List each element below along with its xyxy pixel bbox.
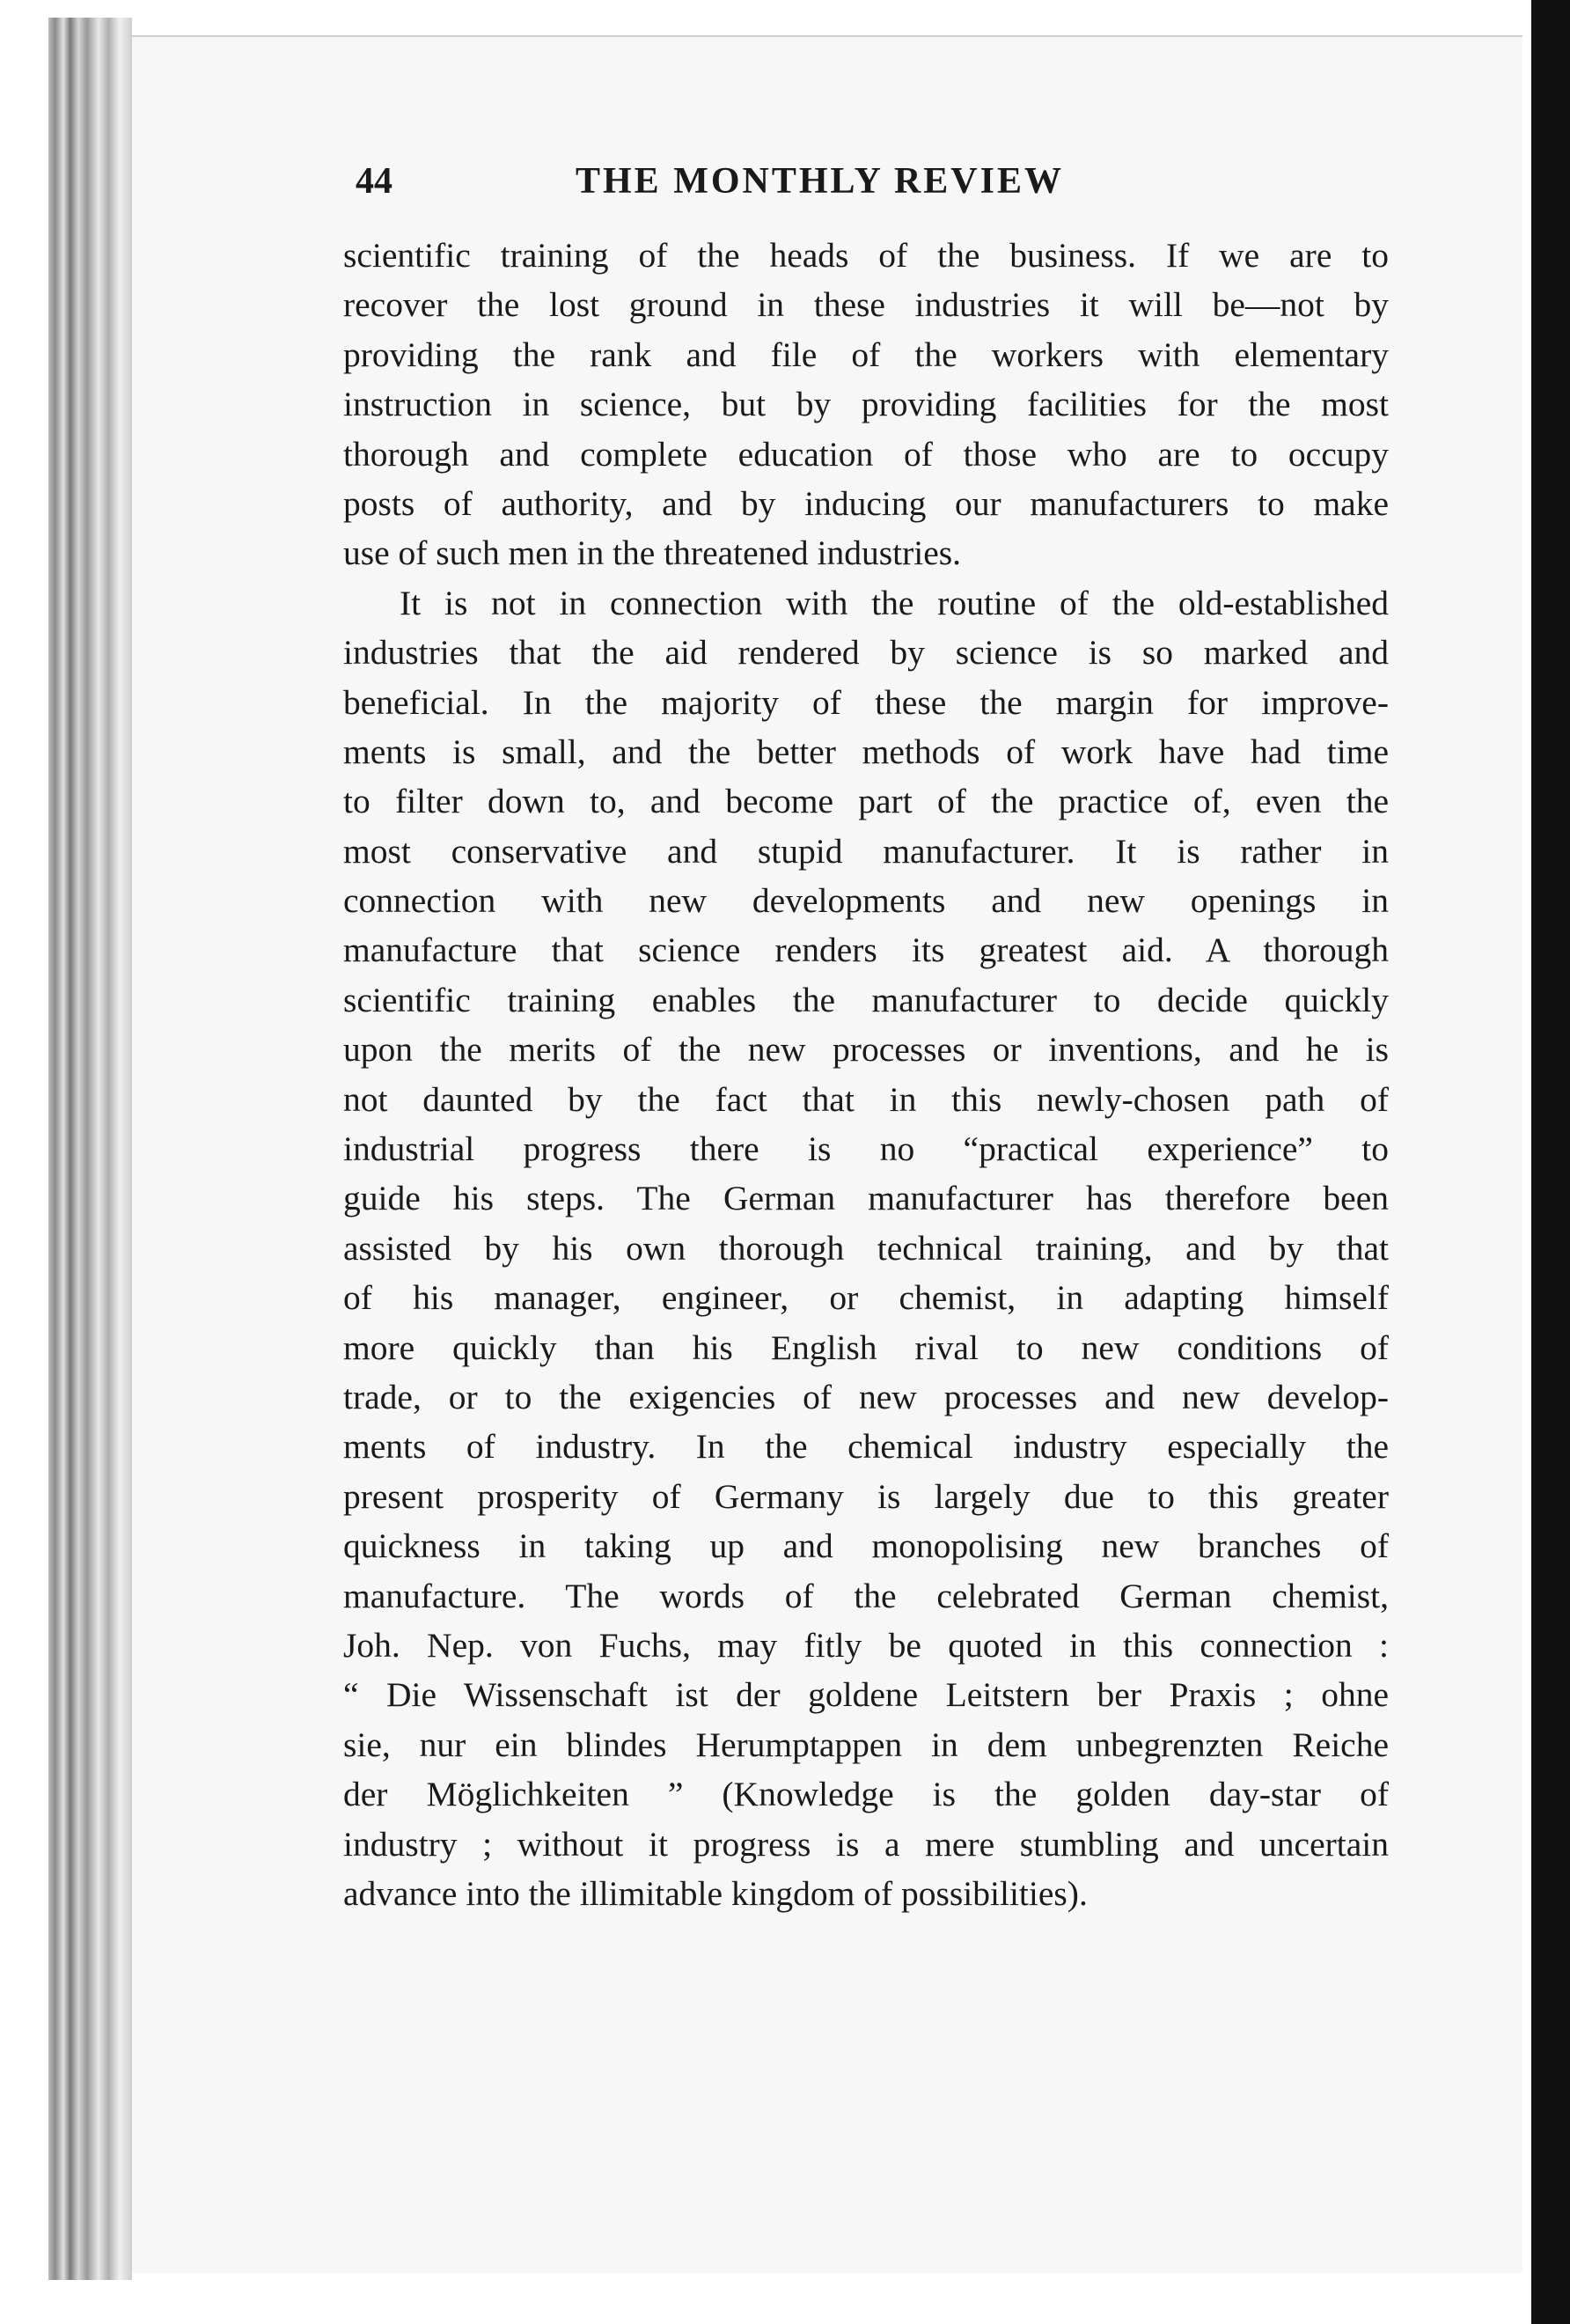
text-line: more quickly than his English rival to new conditions of bbox=[343, 1327, 1389, 1367]
running-title: THE MONTHLY REVIEW bbox=[576, 161, 1064, 202]
text-line: industrial progress there is no “practical experience” to bbox=[343, 1129, 1389, 1169]
page-header bbox=[356, 160, 1170, 210]
text-line: recover the lost ground in these industries it will be—not by bbox=[343, 285, 1389, 325]
text-line: guide his steps. The German manufacturer has therefore been bbox=[343, 1179, 1389, 1218]
text-line: not daunted by the fact that in this newly-chosen path of bbox=[343, 1079, 1389, 1119]
text-line: posts of authority, and by inducing our manufacturers to make bbox=[343, 483, 1389, 523]
text-line: manufacture. The words of the celebrated German chemist, bbox=[343, 1576, 1389, 1615]
text-line: manufacture that science renders its greatest aid. A thorough bbox=[343, 930, 1389, 970]
text-line: It is not in connection with the routine of the old-established bbox=[400, 583, 1389, 622]
text-line: of his manager, engineer, or chemist, in adapting himself bbox=[343, 1278, 1389, 1318]
text-line: to filter down to, and become part of the practice of, even the bbox=[343, 782, 1389, 821]
text-line: connection with new developments and new openings in bbox=[343, 881, 1389, 921]
text-line: use of such men in the threatened industries. bbox=[343, 533, 962, 573]
text-line: scientific training enables the manufacturer to decide quickly bbox=[343, 980, 1389, 1019]
scan-border bbox=[1531, 0, 1570, 2324]
text-line: “ Die Wissenschaft ist der goldene Leitstern ber Praxis ; ohne bbox=[343, 1675, 1389, 1715]
body-text bbox=[343, 231, 1389, 1918]
text-line: thorough and complete education of those who are to occupy bbox=[343, 434, 1389, 474]
text-line: sie, nur ein blindes Herumptappen in dem unbegrenzten Reiche bbox=[343, 1725, 1389, 1764]
text-line: ments is small, and the better methods of work have had time bbox=[343, 732, 1389, 771]
text-line: industry ; without it progress is a mere stumbling and uncertain bbox=[343, 1824, 1389, 1864]
text-line: ments of industry. In the chemical industry especially the bbox=[343, 1427, 1389, 1467]
text-line: upon the merits of the new processes or inventions, and he is bbox=[343, 1030, 1389, 1070]
text-line: trade, or to the exigencies of new processes and new develop- bbox=[343, 1377, 1389, 1416]
text-line: industries that the aid rendered by science is so marked and bbox=[343, 633, 1389, 673]
text-line: providing the rank and file of the workers with elementary bbox=[343, 335, 1389, 374]
text-line: beneficial. In the majority of these the margin for improve- bbox=[343, 682, 1389, 722]
text-line: scientific training of the heads of the business. If we are to bbox=[343, 236, 1389, 275]
text-line: der Möglichkeiten ” (Knowledge is the golden day-star of bbox=[343, 1775, 1389, 1814]
text-line: assisted by his own thorough technical training, and by that bbox=[343, 1228, 1389, 1268]
text-line: advance into the illimitable kingdom of possibilities). bbox=[343, 1873, 1088, 1913]
text-line: instruction in science, but by providing facilities for the most bbox=[343, 385, 1389, 424]
page-number: 44 bbox=[356, 161, 392, 202]
text-line: present prosperity of Germany is largely due to this greater bbox=[343, 1476, 1389, 1516]
book-binding-edge bbox=[48, 18, 132, 2280]
text-line: most conservative and stupid manufacturer. It is rather in bbox=[343, 831, 1389, 871]
text-line: Joh. Nep. von Fuchs, may fitly be quoted in this connection : bbox=[343, 1625, 1389, 1665]
text-line: quickness in taking up and monopolising new branches of bbox=[343, 1526, 1389, 1566]
